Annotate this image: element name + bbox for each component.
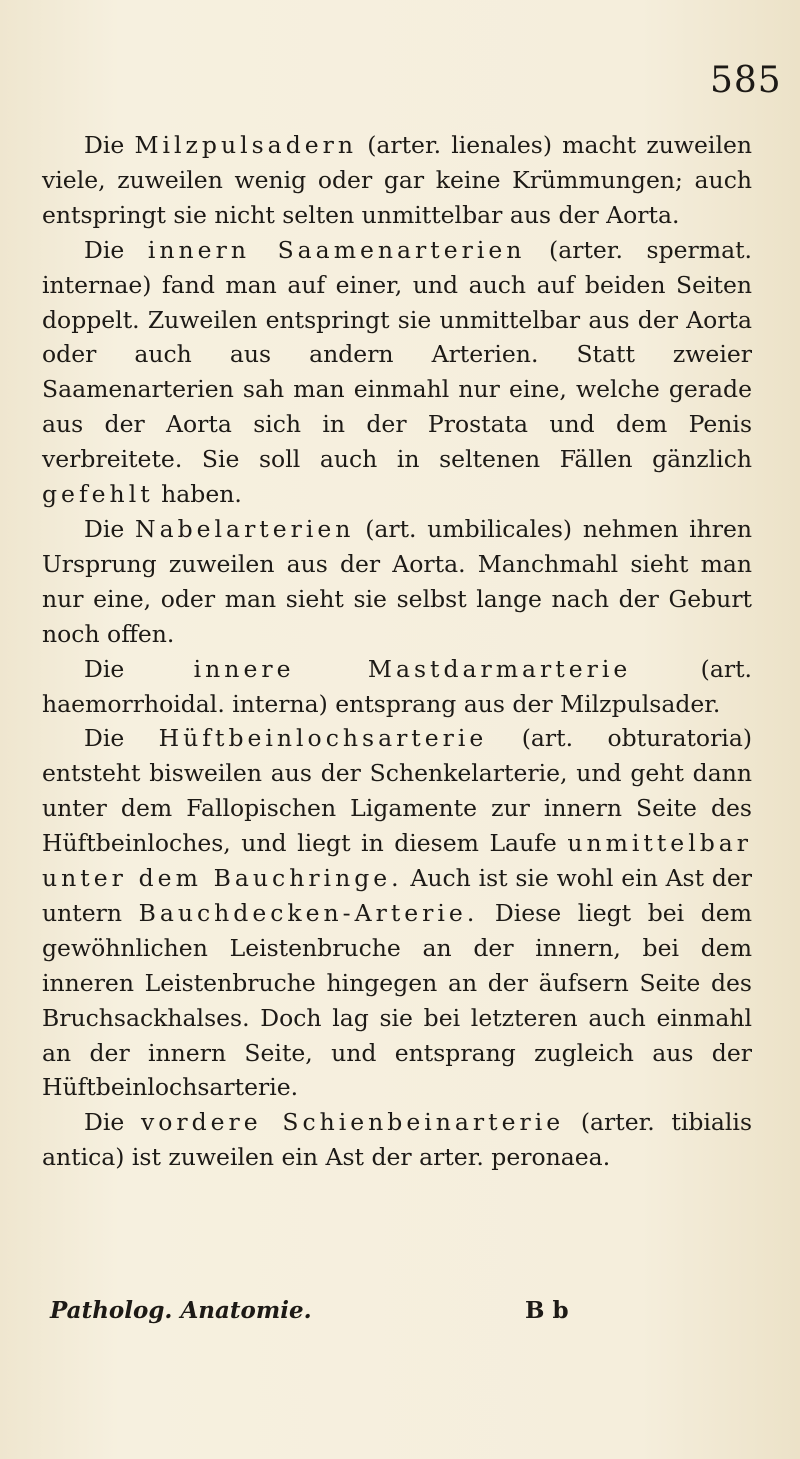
term-hueftbeinlochsarterie: Hüftbeinlochsarterie	[158, 724, 488, 753]
term-schienbeinarterie: vordere Schienbeinarterie	[140, 1108, 565, 1137]
term-bauchdecken-arterie: Bauchdecken-Arterie.	[138, 898, 479, 927]
paragraph-text: (arter. tibialis antica) ist zuweilen ein Ast der arter. peronaea.	[42, 1108, 753, 1172]
body-text	[42, 128, 752, 1175]
paragraph-text: Diese liegt bei dem gewöhnlichen Leistenbruche an der innern, bei dem inneren Leistenbruche hingegen an der äufsern Seite des Bruchsackhalses. Doch lag sie bei letzteren auch einmahl an der innern Seite, und entsprang zugleich aus der Hüftbeinlochsarterie.	[42, 898, 752, 1102]
paragraph-nabelarterien: Die Nabelarterien (art. umbilicales) nehmen ihren Ursprung zuweilen aus der Aorta. Manchmahl sieht man nur eine, oder man sieht sie selbst lange nach der Geburt noch offen.	[42, 514, 753, 648]
term-saamenarterien: innern Saamenarterien	[147, 235, 526, 264]
paragraph-text: (art. haemorrhoidal. interna) entsprang aus der Milzpulsader.	[42, 654, 752, 718]
running-title: Patholog. Anatomie.	[50, 1297, 312, 1324]
paragraph-text: (art. umbilicales) nehmen ihren Ursprung zuweilen aus der Aorta. Manchmahl sieht man nur eine, oder man sieht sie selbst lange nach der Geburt noch offen.	[42, 514, 753, 648]
paragraph-text: (arter. spermat. internae) fand man auf einer, und auch auf beiden Seiten doppelt. Zuweilen entspringt sie unmittelbar aus der Aorta oder auch aus andern Arterien. Statt zweier Saamenarterien sah man einmahl nur eine, welche gerade aus der Aorta sich in der Prostata und dem Penis verbreitete. Sie soll auch in seltenen Fällen gänzlich	[42, 235, 753, 474]
paragraph-text: (art. obturatoria) entsteht bisweilen aus der Schenkelarterie, und geht dann unter dem Fallopischen Ligamente zur innern Seite des Hüftbeinloches, und liegt in diesem Laufe	[42, 724, 752, 858]
paragraph-saamenarterien: Die innern Saamenarterien (arter. spermat. internae) fand man auf einer, und auch auf beiden Seiten doppelt. Zuweilen entspringt sie unmittelbar aus der Aorta oder auch aus andern Arterien. Statt zweier Saamenarterien sah man einmahl nur eine, welche gerade aus der Aorta sich in der Prostata und dem Penis verbreitete. Sie soll auch in seltenen Fällen gänzlich gefehlt haben.	[42, 235, 753, 509]
term-nabelarterien: Nabelarterien	[135, 514, 355, 543]
paragraph-hueftbeinlochsarterie: Die Hüftbeinlochsarterie (art. obturatoria) entsteht bisweilen aus der Schenkelarterie, und geht dann unter dem Fallopischen Ligamente zur innern Seite des Hüftbeinloches, und liegt in diesem Laufe unmittelbar unter dem Bauchringe. Auch ist sie wohl ein Ast der untern Bauchdecken-Arterie. Diese liegt bei dem gewöhnlichen Leistenbruche an der innern, bei dem inneren Leistenbruche hingegen an der äufsern Seite des Bruchsackhalses. Doch lag sie bei letzteren auch einmahl an der innern Seite, und entsprang zugleich aus der Hüftbeinlochsarterie.	[42, 724, 753, 1102]
paragraph-schienbeinarterie: Die vordere Schienbeinarterie (arter. tibialis antica) ist zuweilen ein Ast der arter. peronaea.	[42, 1108, 753, 1172]
paragraph-milzpulsadern: Die Milzpulsadern (arter. lienales) macht zuweilen viele, zuweilen wenig oder gar keine Krümmungen; auch entspringt sie nicht selten unmittelbar aus der Aorta.	[42, 131, 753, 229]
paragraph-text: haben.	[153, 480, 242, 509]
term-milzpulsadern: Milzpulsadern	[134, 131, 358, 159]
term-mastdarmarterie: innere Mastdarmarterie	[193, 654, 632, 683]
term-gefehlt: gefehlt	[42, 480, 154, 509]
signature-mark: B b	[525, 1297, 569, 1324]
paragraph-mastdarmarterie: Die innere Mastdarmarterie (art. haemorrhoidal. interna) entsprang aus der Milzpulsader.	[42, 654, 752, 718]
term-bauchring: unmittelbar unter dem Bauchringe.	[42, 829, 752, 893]
page-number: 585	[710, 60, 782, 101]
paragraph-text: (arter. lienales) macht zuweilen viele, zuweilen wenig oder gar keine Krümmungen; auch entspringt sie nicht selten unmittelbar aus der Aorta.	[42, 131, 753, 229]
paragraph-text: Auch ist sie wohl ein Ast der untern	[42, 864, 753, 927]
